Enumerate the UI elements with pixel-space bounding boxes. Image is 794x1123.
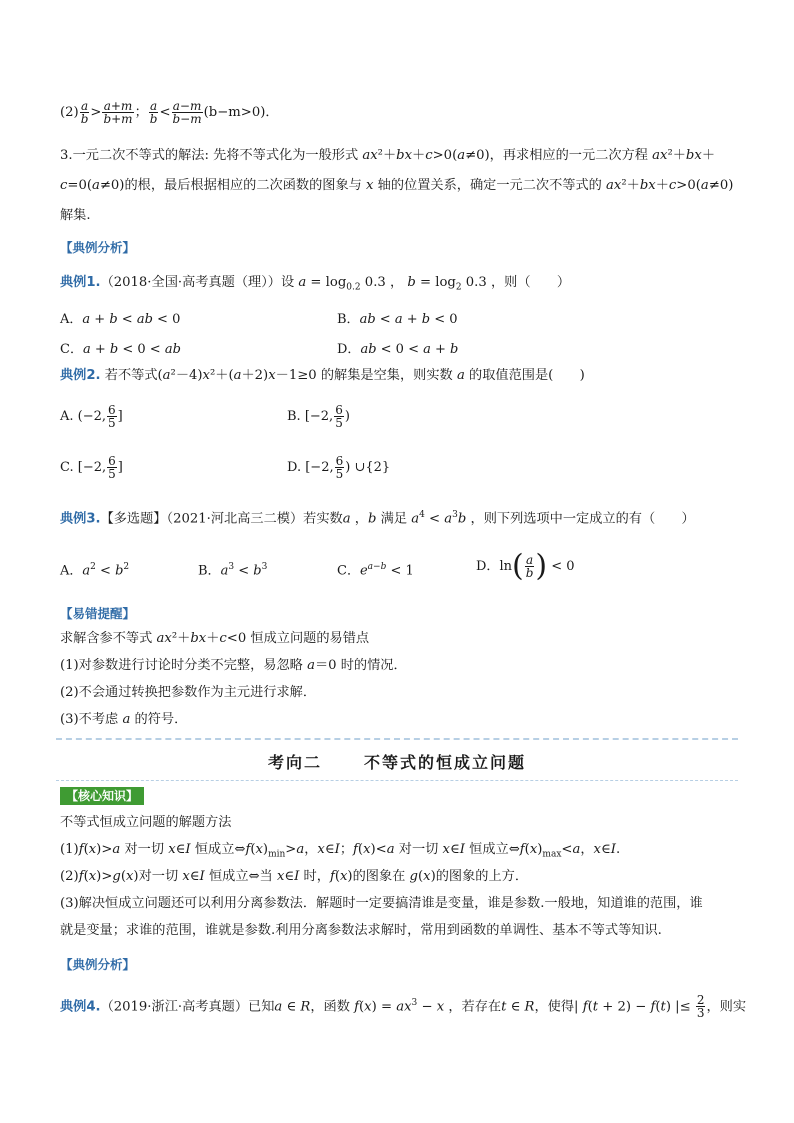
option-c[interactable]: C．$e^{a-b} < 1$ <box>337 562 414 579</box>
fraction: $\frac{6}{5}$ <box>108 454 116 481</box>
example-2-question: 典例2. 若不等式(a²－4)x²＋(a＋2)x－1≥0 的解集是空集，则实数 a 的取值范围是( ) <box>60 368 585 383</box>
option-a[interactable]: A．$a^2 < b^2$ <box>60 562 130 579</box>
section-divider <box>56 780 738 781</box>
paragraph-line: (1)对参数进行讨论时分类不完整，易忽略 a＝0 时的情况． <box>60 658 407 673</box>
paragraph-line: 就是变量；求谁的范围，谁就是参数.利用分离参数法求解时，常用到函数的单调性、基本不等式等知识. <box>60 923 662 938</box>
option-c[interactable]: C. [−2, $\frac{6}{5}$ ] <box>60 454 123 481</box>
property-line-2 <box>60 100 738 126</box>
fraction: $\frac{a}{b}$ <box>149 99 158 126</box>
option-b[interactable]: B．ab < a + b < 0 <box>337 312 458 327</box>
item-number: (2) <box>60 105 79 120</box>
example-label: 典例3. <box>60 511 101 527</box>
option-d[interactable]: D．ab < 0 < a + b <box>337 342 459 357</box>
example-1-question: 典例1.（2018·全国·高考真题（理））设 $a = \log_{0.2} 0.3$ ， $b = \log_2 0.3$ ，则（ ） <box>60 275 571 293</box>
fraction: $\frac{a-m}{b-m}$ <box>172 99 202 126</box>
symbol: ； <box>134 105 148 120</box>
fraction: $\frac{6}{5}$ <box>108 403 116 430</box>
symbol: < <box>159 105 171 120</box>
example-label: 典例2. <box>60 368 101 383</box>
option-d[interactable]: D. [−2, $\frac{6}{5}$ ) ∪{2} <box>287 454 391 481</box>
fraction: $\frac{a}{b}$ <box>80 99 89 126</box>
fraction: $\frac{6}{5}$ <box>335 403 343 430</box>
paragraph-line: (2)f(x)>g(x)对一切 x∈I 恒成立⇔当 x∈I 时，f(x)的图象在 g(x)的图象的上方． <box>60 869 529 884</box>
option-b[interactable]: B．$a^3 < b^3$ <box>198 562 268 579</box>
fraction: $\frac{6}{5}$ <box>335 454 344 481</box>
symbol: > <box>90 105 102 120</box>
paragraph-line: c=0(a≠0)的根，最后根据相应的二次函数的图象与 x 轴的位置关系，确定一元二次不等式的 ax²＋bx＋c>0(a≠0) <box>60 178 734 193</box>
example-3-question: 典例3.【多选题】（2021·河北高三二模）若实数a ，b 满足 $a^4 < a^3b$ ，则下列选项中一定成立的有（ ） <box>60 510 695 527</box>
section-divider <box>56 738 738 740</box>
section-heading: 【典例分析】 <box>60 957 136 972</box>
paragraph-line: (3)解决恒成立问题还可以利用分离参数法．解题时一定要搞清谁是变量，谁是参数.一般地，知道谁的范围，谁 <box>60 896 703 911</box>
paragraph-line: 3.一元二次不等式的解法: 先将不等式化为一般形式 ax²＋bx＋c>0(a≠0)，再求相应的一元二次方程 ax²＋bx＋ <box>60 148 715 163</box>
text: (b−m>0)． <box>203 105 279 120</box>
option-d[interactable]: D．ln( $\frac{a}{b}$ ) < 0 <box>476 548 575 584</box>
fraction: $\frac{2}{3}$ <box>696 993 705 1021</box>
section-heading: 【典例分析】 <box>60 240 136 255</box>
paragraph-line: (2)不会通过转换把参数作为主元进行求解． <box>60 685 317 700</box>
paragraph-line: 求解含参不等式 ax²＋bx＋c<0 恒成立问题的易错点 <box>60 631 370 646</box>
option-b[interactable]: B. [−2, $\frac{6}{5}$ ) <box>287 403 350 430</box>
paragraph-line: 不等式恒成立问题的解题方法 <box>60 815 232 830</box>
chapter-title: 考向二 不等式的恒成立问题 <box>267 753 527 772</box>
section-heading: 【易错提醒】 <box>60 606 136 621</box>
option-a[interactable]: A. (−2, $\frac{6}{5}$ ] <box>60 403 123 430</box>
example-label: 典例4. <box>60 999 101 1015</box>
core-knowledge-badge: 【核心知识】 <box>60 787 144 805</box>
option-a[interactable]: A．a + b < ab < 0 <box>60 312 181 327</box>
example-4-question: 典例4.（2019·浙江·高考真题）已知a ∈ R，函数 $f(x) = ax^3 - x$ ，若存在t ∈ R，使得| f(t + 2) − f(t) |≤ $\frac{2}{3}$ ，则实 <box>60 993 747 1021</box>
paragraph-line: (3)不考虑 a 的符号． <box>60 712 188 727</box>
option-c[interactable]: C．a + b < 0 < ab <box>60 342 181 357</box>
paragraph-line: (1)f(x)>a 对一切 x∈I 恒成立$\Leftrightarrow f(x)_{min}>a$，x∈I；f(x)<a 对一切 x∈I 恒成立$\Leftrightarrow f(x)_{max}<a$，x∈I. <box>60 842 621 860</box>
example-label: 典例1. <box>60 275 101 290</box>
paragraph-line: 解集. <box>60 208 91 223</box>
fraction: $\frac{a+m}{b+m}$ <box>103 99 133 126</box>
fraction: $\frac{a}{b}$ <box>525 553 534 580</box>
